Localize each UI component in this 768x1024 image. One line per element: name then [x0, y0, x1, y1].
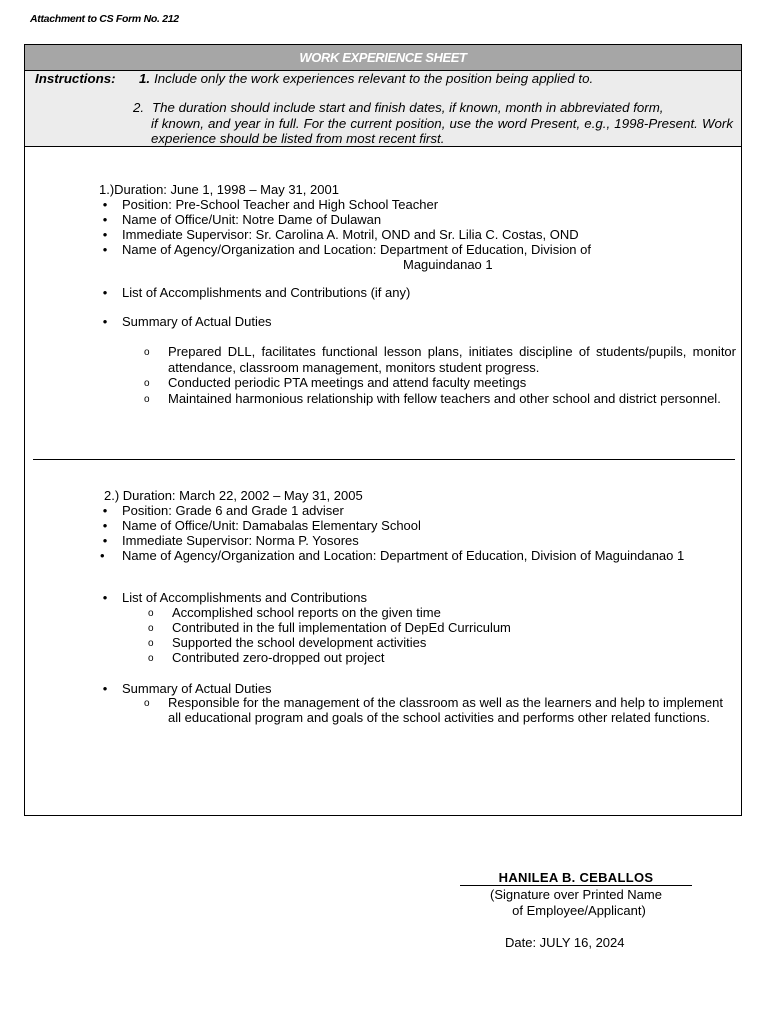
entry-2-accomplishments	[102, 590, 737, 605]
list-item	[100, 548, 737, 563]
list-item	[102, 503, 737, 518]
list-item	[102, 533, 737, 548]
instruction-2-text-first: The duration should include start and finish dates, if known, month in abbreviated form,	[152, 100, 664, 115]
entry-1-accomplishments	[102, 285, 737, 300]
bullet-icon: •	[102, 503, 108, 518]
entry-1-supervisor: Immediate Supervisor: Sr. Carolina A. Motril, OND and Sr. Lilia C. Costas, OND	[122, 227, 579, 242]
entry-1-position: Position: Pre-School Teacher and High School Teacher	[122, 197, 439, 212]
list-item	[102, 590, 737, 605]
circle-bullet-icon: o	[144, 378, 150, 389]
circle-bullet-icon: o	[144, 393, 150, 405]
entry-2-accomplishments-label: List of Accomplishments and Contributions	[122, 590, 367, 605]
bullet-icon: •	[102, 197, 108, 212]
list-item	[144, 344, 736, 375]
list-item	[102, 314, 737, 329]
entry-2-accomplishment-3: Supported the school development activities	[172, 635, 427, 650]
entry-1-duty-3: Maintained harmonious relationship with fellow teachers and other school and district personnel.	[168, 390, 721, 406]
signature-block	[460, 870, 692, 919]
list-item	[144, 390, 736, 407]
entry-2-position: Position: Grade 6 and Grade 1 adviser	[122, 503, 344, 518]
bullet-icon: •	[102, 227, 108, 242]
bullet-icon: •	[102, 285, 108, 300]
entry-2-accomplishment-2: Contributed in the full implementation of DepEd Curriculum	[172, 620, 511, 635]
instruction-1-text: Include only the work experiences relevant to the position being applied to.	[154, 71, 594, 86]
signature-date: Date: JULY 16, 2024	[505, 935, 625, 950]
list-item	[144, 695, 731, 725]
attachment-label: Attachment to CS Form No. 212	[30, 13, 179, 25]
bullet-icon: •	[102, 518, 108, 533]
entry-1-details	[102, 197, 737, 272]
entry-2-accomplishment-1: Accomplished school reports on the given time	[172, 605, 441, 620]
list-item	[102, 681, 737, 696]
entry-1-agency: Name of Agency/Organization and Location: Department of Education, Division of	[122, 242, 591, 257]
circle-bullet-icon: o	[144, 347, 150, 358]
circle-bullet-icon: o	[144, 698, 150, 709]
bullet-icon: •	[102, 212, 108, 227]
list-item	[148, 635, 732, 650]
instruction-1	[139, 71, 593, 86]
entry-1-agency-cont: Maguindanao 1	[403, 257, 493, 272]
entry-2-office: Name of Office/Unit: Damabalas Elementary School	[122, 518, 421, 533]
entry-2-duties-label: Summary of Actual Duties	[122, 681, 272, 696]
list-item	[122, 257, 737, 272]
bullet-icon: •	[102, 681, 108, 696]
circle-bullet-icon: o	[148, 623, 154, 634]
entry-1-duties-list	[144, 344, 736, 406]
list-item	[148, 650, 732, 665]
sheet-title: WORK EXPERIENCE SHEET	[25, 45, 741, 71]
list-item	[102, 242, 737, 257]
list-item	[102, 285, 737, 300]
entry-1-duties-label: Summary of Actual Duties	[122, 314, 272, 329]
instructions-label: Instructions:	[35, 71, 116, 86]
entry-2-details	[100, 503, 737, 563]
bullet-icon: •	[102, 242, 108, 257]
entry-2-accomplishment-4: Contributed zero-dropped out project	[172, 650, 385, 665]
list-item	[102, 212, 737, 227]
circle-bullet-icon: o	[148, 608, 154, 619]
bullet-icon: •	[102, 590, 108, 605]
bullet-icon: •	[102, 533, 108, 548]
work-experience-sheet	[24, 44, 742, 816]
instruction-1-number: 1.	[139, 71, 151, 86]
entry-2-accomplishments-list	[148, 605, 732, 665]
list-item	[102, 227, 737, 242]
list-item	[148, 605, 732, 620]
circle-bullet-icon: o	[148, 653, 154, 664]
instruction-2	[133, 100, 733, 147]
list-item	[102, 197, 737, 212]
entry-2-duties-list	[144, 695, 731, 725]
entry-2-agency: Name of Agency/Organization and Location: Department of Education, Division of Maguindanao 1	[122, 548, 685, 563]
entry-2-supervisor: Immediate Supervisor: Norma P. Yosores	[122, 533, 359, 548]
signature-caption-2: of Employee/Applicant)	[512, 903, 646, 918]
instructions-box	[25, 71, 741, 147]
signature-caption-1: (Signature over Printed Name	[490, 887, 662, 902]
instruction-2-number: 2.	[133, 100, 145, 115]
entry-divider	[33, 459, 735, 460]
entry-2-duties	[102, 681, 737, 696]
entry-1-duty-2: Conducted periodic PTA meetings and attend faculty meetings	[168, 375, 527, 390]
list-item	[148, 620, 732, 635]
entry-1-duties	[102, 314, 737, 329]
list-item	[144, 375, 736, 391]
bullet-icon: •	[100, 548, 105, 563]
instruction-2-text-rest: if known, and year in full. For the current position, use the word Present, e.g., 1998-Present. Work experience should be listed from most recent first.	[151, 115, 733, 146]
entry-2-duration: 2.) Duration: March 22, 2002 – May 31, 2005	[104, 488, 363, 503]
circle-bullet-icon: o	[148, 638, 154, 649]
bullet-icon: •	[102, 314, 108, 329]
employee-name: HANILEA B. CEBALLOS	[460, 870, 692, 886]
list-item	[102, 518, 737, 533]
entry-1-duration: 1.)Duration: June 1, 1998 – May 31, 2001	[99, 182, 339, 197]
entry-1-accomplishments-label: List of Accomplishments and Contributions (if any)	[122, 285, 411, 300]
entry-2-duty-1: Responsible for the management of the classroom as well as the learners and help to implement all educational program and goals of the school activities and performs other related functions.	[168, 695, 723, 725]
entry-1-duty-1: Prepared DLL, facilitates functional lesson plans, initiates discipline of students/pupils, monitor attendance, classroom management, monitors student progress.	[168, 344, 736, 375]
entry-1-office: Name of Office/Unit: Notre Dame of Dulawan	[122, 212, 382, 227]
